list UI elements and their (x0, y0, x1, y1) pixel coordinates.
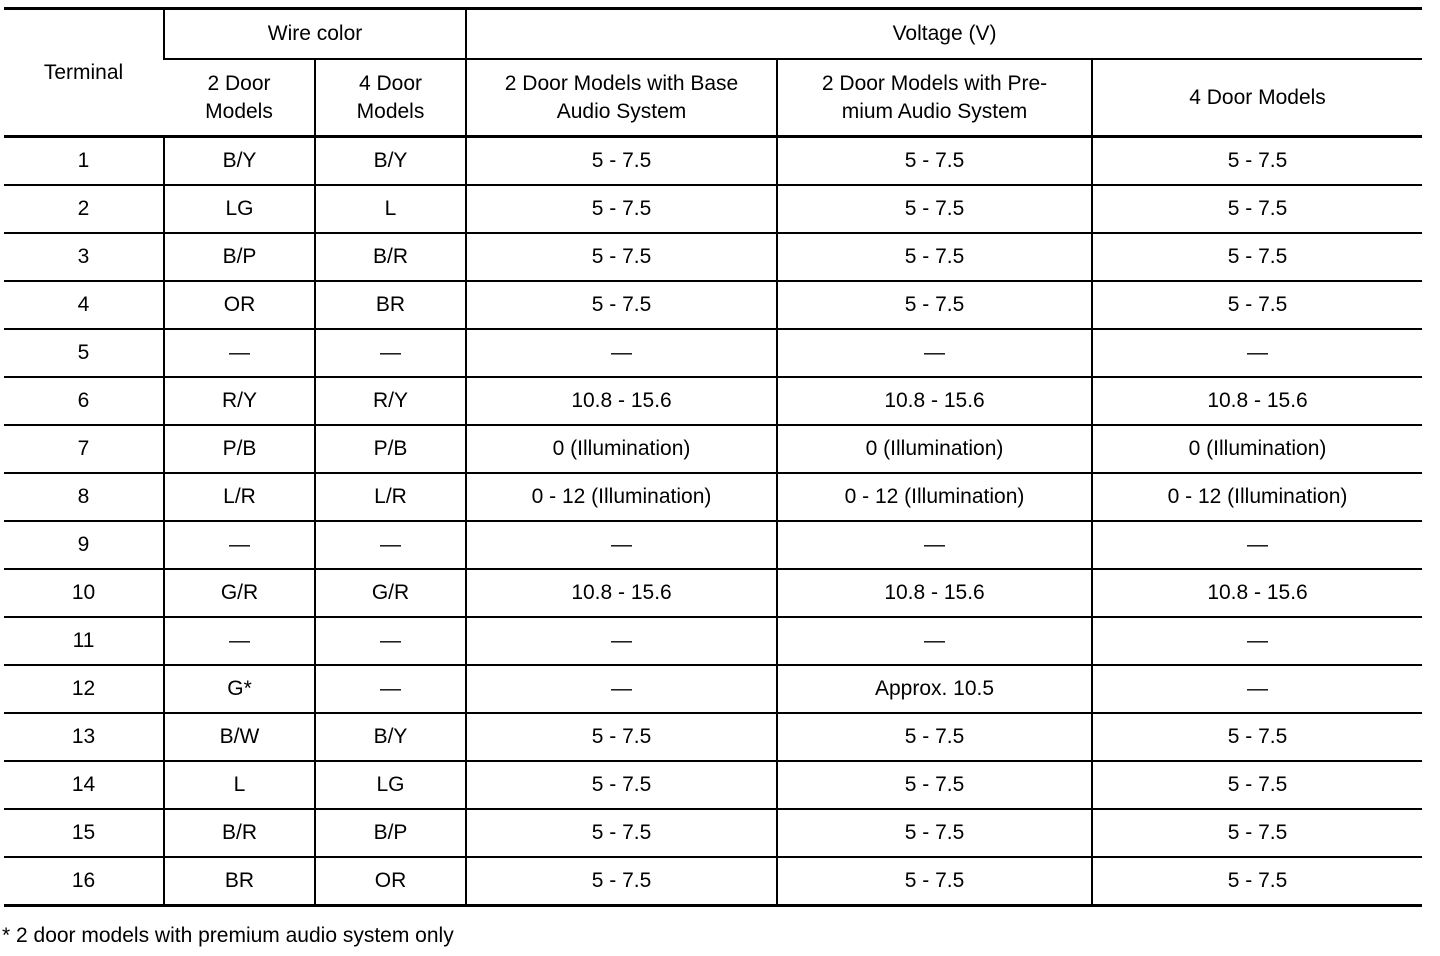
cell-wire-2door: L (164, 761, 315, 809)
cell-wire-2door: P/B (164, 425, 315, 473)
cell-voltage-2door-premium: 10.8 - 15.6 (777, 377, 1092, 425)
cell-voltage-2door-base: 10.8 - 15.6 (466, 569, 777, 617)
header-row-top (4, 9, 1422, 60)
cell-wire-2door: — (164, 617, 315, 665)
cell-terminal: 10 (4, 569, 164, 617)
cell-voltage-2door-base: 5 - 7.5 (466, 857, 777, 906)
table-row (4, 473, 1422, 521)
cell-voltage-2door-base: 5 - 7.5 (466, 233, 777, 281)
cell-wire-4door: — (315, 521, 466, 569)
cell-voltage-2door-base: — (466, 329, 777, 377)
cell-wire-2door: L/R (164, 473, 315, 521)
table-header (4, 9, 1422, 137)
cell-wire-2door: BR (164, 857, 315, 906)
cell-wire-2door: R/Y (164, 377, 315, 425)
footnote: * 2 door models with premium audio system only (2, 924, 454, 947)
table-row (4, 809, 1422, 857)
cell-wire-4door: — (315, 329, 466, 377)
table-row (4, 137, 1422, 186)
cell-voltage-4door: 10.8 - 15.6 (1092, 569, 1422, 617)
cell-wire-4door: B/Y (315, 137, 466, 186)
cell-terminal: 7 (4, 425, 164, 473)
cell-wire-2door: B/P (164, 233, 315, 281)
header-voltage: Voltage (V) (466, 9, 1422, 60)
table-row (4, 329, 1422, 377)
cell-terminal: 5 (4, 329, 164, 377)
cell-voltage-2door-premium: 5 - 7.5 (777, 809, 1092, 857)
header-wire-color: Wire color (164, 9, 466, 60)
cell-voltage-2door-premium: 5 - 7.5 (777, 857, 1092, 906)
cell-voltage-4door: — (1092, 329, 1422, 377)
cell-voltage-2door-base: 5 - 7.5 (466, 809, 777, 857)
cell-voltage-2door-premium: 0 - 12 (Illumination) (777, 473, 1092, 521)
cell-wire-4door: BR (315, 281, 466, 329)
cell-voltage-2door-premium: 5 - 7.5 (777, 185, 1092, 233)
cell-wire-2door: OR (164, 281, 315, 329)
cell-wire-4door: L (315, 185, 466, 233)
table-row (4, 281, 1422, 329)
table-row (4, 377, 1422, 425)
cell-wire-4door: — (315, 617, 466, 665)
cell-terminal: 9 (4, 521, 164, 569)
header-volt-2door-base: 2 Door Models with Base Audio System (466, 59, 777, 137)
table-row (4, 617, 1422, 665)
cell-voltage-4door: 0 - 12 (Illumination) (1092, 473, 1422, 521)
cell-voltage-2door-premium: 5 - 7.5 (777, 281, 1092, 329)
cell-terminal: 2 (4, 185, 164, 233)
cell-voltage-4door: 5 - 7.5 (1092, 857, 1422, 906)
header-wire-2door: 2 Door Models (164, 59, 315, 137)
cell-voltage-2door-premium: — (777, 521, 1092, 569)
cell-wire-2door: B/Y (164, 137, 315, 186)
table-row (4, 233, 1422, 281)
cell-voltage-4door: 5 - 7.5 (1092, 185, 1422, 233)
cell-wire-4door: B/Y (315, 713, 466, 761)
cell-terminal: 12 (4, 665, 164, 713)
cell-voltage-4door: 10.8 - 15.6 (1092, 377, 1422, 425)
cell-voltage-2door-premium: 0 (Illumination) (777, 425, 1092, 473)
cell-wire-4door: LG (315, 761, 466, 809)
cell-voltage-2door-base: 5 - 7.5 (466, 281, 777, 329)
cell-wire-4door: L/R (315, 473, 466, 521)
table-row (4, 569, 1422, 617)
table-row (4, 713, 1422, 761)
cell-voltage-2door-premium: — (777, 617, 1092, 665)
cell-voltage-4door: — (1092, 617, 1422, 665)
cell-voltage-4door: 5 - 7.5 (1092, 809, 1422, 857)
cell-voltage-4door: — (1092, 521, 1422, 569)
cell-voltage-4door: 5 - 7.5 (1092, 137, 1422, 186)
cell-voltage-2door-base: 5 - 7.5 (466, 137, 777, 186)
cell-terminal: 1 (4, 137, 164, 186)
cell-wire-2door: — (164, 329, 315, 377)
table-row (4, 425, 1422, 473)
cell-wire-4door: P/B (315, 425, 466, 473)
cell-voltage-2door-base: 5 - 7.5 (466, 185, 777, 233)
cell-wire-4door: OR (315, 857, 466, 906)
cell-terminal: 6 (4, 377, 164, 425)
header-terminal: Terminal (4, 9, 164, 137)
header-wire-4door: 4 Door Models (315, 59, 466, 137)
cell-voltage-2door-base: — (466, 665, 777, 713)
cell-voltage-2door-premium: — (777, 329, 1092, 377)
header-row-sub (4, 59, 1422, 137)
cell-voltage-2door-base: — (466, 521, 777, 569)
cell-voltage-2door-base: 5 - 7.5 (466, 761, 777, 809)
cell-voltage-4door: 5 - 7.5 (1092, 713, 1422, 761)
cell-voltage-4door: 5 - 7.5 (1092, 761, 1422, 809)
cell-wire-4door: B/R (315, 233, 466, 281)
cell-terminal: 15 (4, 809, 164, 857)
cell-wire-2door: — (164, 521, 315, 569)
cell-voltage-2door-premium: 5 - 7.5 (777, 761, 1092, 809)
cell-wire-4door: B/P (315, 809, 466, 857)
table-row (4, 521, 1422, 569)
cell-wire-2door: B/R (164, 809, 315, 857)
cell-voltage-4door: 5 - 7.5 (1092, 281, 1422, 329)
cell-voltage-2door-premium: 5 - 7.5 (777, 137, 1092, 186)
header-volt-2door-premium: 2 Door Models with Pre- mium Audio System (777, 59, 1092, 137)
cell-voltage-2door-base: — (466, 617, 777, 665)
cell-terminal: 8 (4, 473, 164, 521)
header-volt-4door: 4 Door Models (1092, 59, 1422, 137)
table-row (4, 857, 1422, 906)
cell-terminal: 14 (4, 761, 164, 809)
cell-voltage-2door-base: 5 - 7.5 (466, 713, 777, 761)
cell-wire-2door: G/R (164, 569, 315, 617)
cell-voltage-2door-base: 0 (Illumination) (466, 425, 777, 473)
cell-voltage-2door-base: 0 - 12 (Illumination) (466, 473, 777, 521)
cell-voltage-4door: — (1092, 665, 1422, 713)
table-row (4, 665, 1422, 713)
cell-wire-4door: G/R (315, 569, 466, 617)
cell-voltage-2door-premium: 5 - 7.5 (777, 713, 1092, 761)
cell-terminal: 11 (4, 617, 164, 665)
cell-voltage-4door: 0 (Illumination) (1092, 425, 1422, 473)
cell-voltage-2door-premium: Approx. 10.5 (777, 665, 1092, 713)
cell-terminal: 16 (71, 869, 96, 892)
cell-terminal: 4 (4, 281, 164, 329)
cell-terminal: 3 (4, 233, 164, 281)
cell-wire-4door: — (315, 665, 466, 713)
table-row (4, 185, 1422, 233)
cell-wire-4door: R/Y (315, 377, 466, 425)
cell-terminal: 13 (4, 713, 164, 761)
table-row (4, 761, 1422, 809)
table-body (4, 137, 1422, 906)
cell-voltage-2door-premium: 10.8 - 15.6 (777, 569, 1092, 617)
cell-voltage-4door: 5 - 7.5 (1092, 233, 1422, 281)
cell-wire-2door: G* (164, 665, 315, 713)
cell-wire-2door: LG (164, 185, 315, 233)
terminal-voltage-table (4, 7, 1422, 907)
cell-voltage-2door-base: 10.8 - 15.6 (466, 377, 777, 425)
cell-voltage-2door-premium: 5 - 7.5 (777, 233, 1092, 281)
cell-wire-2door: B/W (164, 713, 315, 761)
